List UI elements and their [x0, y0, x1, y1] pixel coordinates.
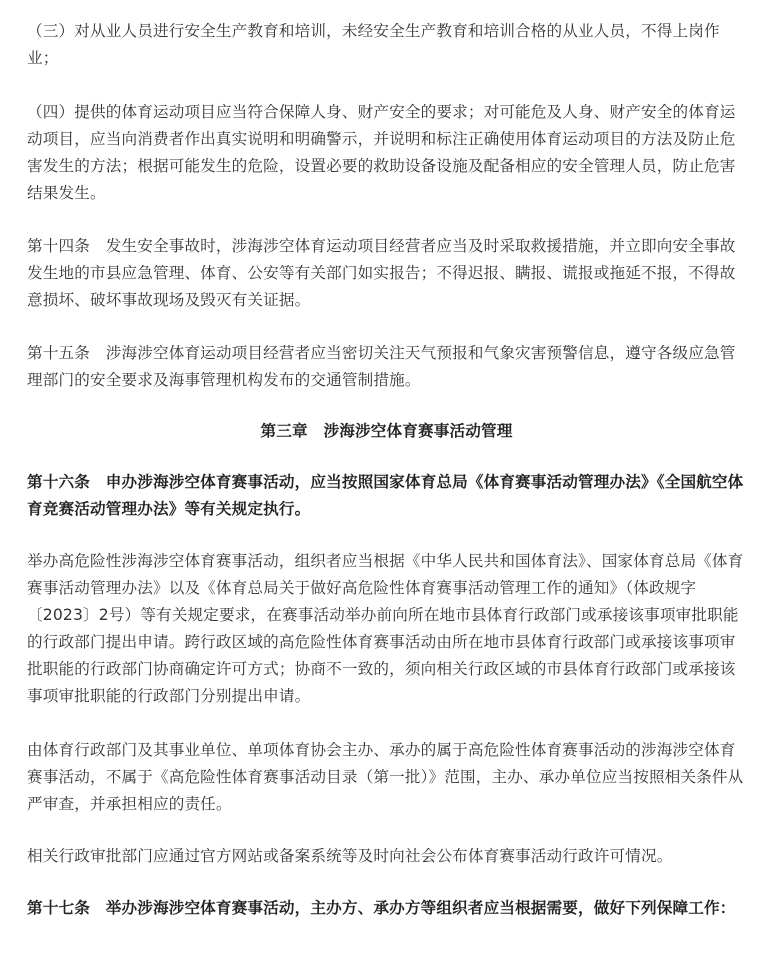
article-16: 第十六条 申办涉海涉空体育赛事活动，应当按照国家体育总局《体育赛事活动管理办法》《全国航空体育竞赛活动管理办法》等有关规定执行。	[27, 473, 744, 518]
paragraph-government-hosted: 由体育行政部门及其事业单位、单项体育协会主办、承办的属于高危险性体育赛事活动的涉海涉空体育赛事活动，不属于《高危险性体育赛事活动目录（第一批）》范围，主办、承办单位应当按照相关条件从严审查，并承担相应的责任。	[27, 741, 744, 813]
article-17: 第十七条 举办涉海涉空体育赛事活动，主办方、承办方等组织者应当根据需要，做好下列保障工作：	[27, 899, 736, 917]
paragraph-high-risk-events: 举办高危险性涉海涉空体育赛事活动，组织者应当根据《中华人民共和国体育法》、国家体育总局《体育赛事活动管理办法》以及《体育总局关于做好高危险性体育赛事活动管理工作的通知》（体政规字〔2023〕2号）等有关规定要求，在赛事活动举办前向所在地市县体育行政部门或承接该事项审批职能的行政部门提出申请。跨行政区域的高危险性体育赛事活动由所在地市县体育行政部门或承接该事项审批职能的行政部门协商确定许可方式；协商不一致的，须向相关行政区域的市县体育行政部门或承接该事项审批职能的行政部门分别提出申请。	[27, 552, 744, 705]
article-15: 第十五条 涉海涉空体育运动项目经营者应当密切关注天气预报和气象灾害预警信息，遵守各级应急管理部门的安全要求及海事管理机构发布的交通管制措施。	[27, 344, 736, 389]
article-14: 第十四条 发生安全事故时，涉海涉空体育运动项目经营者应当及时采取救援措施，并立即向安全事故发生地的市县应急管理、体育、公安等有关部门如实报告；不得迟报、瞒报、谎报或拖延不报，不得故意损坏、破坏事故现场及毁灭有关证据。	[27, 237, 736, 309]
chapter-heading: 第三章 涉海涉空体育赛事活动管理	[260, 422, 513, 440]
paragraph-item-4: （四）提供的体育运动项目应当符合保障人身、财产安全的要求；对可能危及人身、财产安全的体育运动项目，应当向消费者作出真实说明和明确警示，并说明和标注正确使用体育运动项目的方法及防止危害发生的方法；根据可能发生的危险，设置必要的救助设备设施及配备相应的安全管理人员，防止危害结果发生。	[27, 103, 736, 202]
paragraph-item-3: （三）对从业人员进行安全生产教育和培训，未经安全生产教育和培训合格的从业人员，不得上岗作业；	[27, 22, 720, 67]
paragraph-publication: 相关行政审批部门应通过官方网站或备案系统等及时向社会公布体育赛事活动行政许可情况。	[27, 847, 673, 865]
